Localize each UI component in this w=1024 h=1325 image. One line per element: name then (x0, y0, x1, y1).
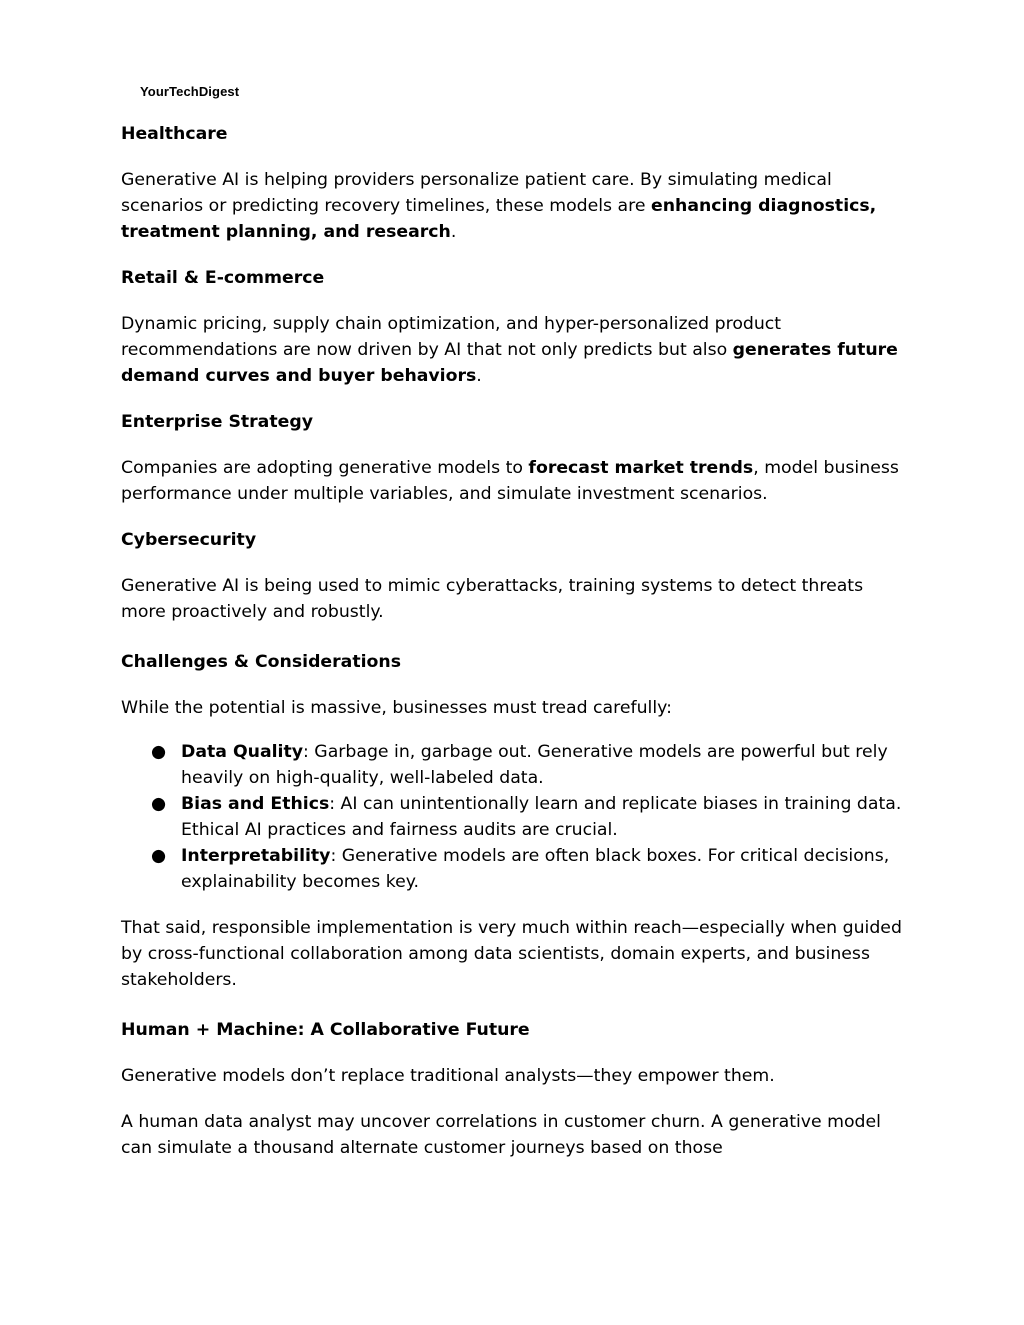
paragraph-text: . (476, 366, 482, 386)
paragraph-text: . (450, 222, 457, 242)
paragraph-enterprise (121, 455, 911, 507)
paragraph-human-machine-1: Generative models don’t replace traditional analysts—they empower them. (121, 1066, 775, 1086)
subheading-healthcare: Healthcare (121, 124, 228, 144)
paragraph-retail (121, 311, 911, 389)
bullet-icon: ● (151, 794, 167, 814)
paragraph-text: , model business performance under multiple variables, and simulate investment scenarios. (121, 458, 899, 504)
site-logo: YourTechDigest (140, 84, 240, 99)
challenges-list (121, 739, 911, 895)
paragraph-challenges-outro: That said, responsible implementation is very much within reach—especially when guided by cross-functional collaboration among data scientists, domain experts, and business stakeholders. (121, 918, 902, 990)
bullet-icon: ● (151, 846, 167, 866)
paragraph-text: Generative AI is helping providers personalize patient care. By simulating medical scenarios or predicting recovery timelines, these models are (121, 170, 832, 216)
bullet-icon: ● (151, 742, 167, 762)
article-body (121, 121, 911, 1161)
subheading-retail: Retail & E-commerce (121, 268, 325, 288)
subheading-enterprise: Enterprise Strategy (121, 412, 313, 432)
list-item (121, 739, 911, 791)
emphasis-text: forecast market trends (528, 458, 754, 478)
list-item-term: Data Quality (181, 742, 303, 762)
heading-human-machine: Human + Machine: A Collaborative Future (121, 1020, 530, 1040)
paragraph-healthcare (121, 167, 911, 245)
paragraph-challenges-intro: While the potential is massive, businesses must tread carefully: (121, 698, 672, 718)
list-item-term: Interpretability (181, 846, 331, 866)
list-item-text: : AI can unintentionally learn and replicate biases in training data. Ethical AI practices and fairness audits are crucial. (181, 794, 902, 840)
emphasis-text: generates future demand curves and buyer behaviors (121, 340, 898, 386)
heading-challenges: Challenges & Considerations (121, 652, 401, 672)
paragraph-text: Companies are adopting generative models to (121, 458, 529, 478)
list-item-term: Bias and Ethics (181, 794, 330, 814)
paragraph-human-machine-2: A human data analyst may uncover correlations in customer churn. A generative model can simulate a thousand alternate customer journeys based on those (121, 1112, 881, 1158)
emphasis-text: enhancing diagnostics, treatment planning, and research (121, 196, 877, 242)
subheading-cybersecurity: Cybersecurity (121, 530, 257, 550)
list-item-text: : Garbage in, garbage out. Generative models are powerful but rely heavily on high-quality, well-labeled data. (181, 742, 888, 788)
paragraph-cybersecurity: Generative AI is being used to mimic cyberattacks, training systems to detect threats more proactively and robustly. (121, 576, 864, 622)
paragraph-text: Dynamic pricing, supply chain optimization, and hyper-personalized product recommendations are now driven by AI that not only predicts but also (121, 314, 782, 360)
list-item (121, 791, 911, 843)
list-item (121, 843, 911, 895)
list-item-text: : Generative models are often black boxes. For critical decisions, explainability becomes key. (181, 846, 890, 892)
